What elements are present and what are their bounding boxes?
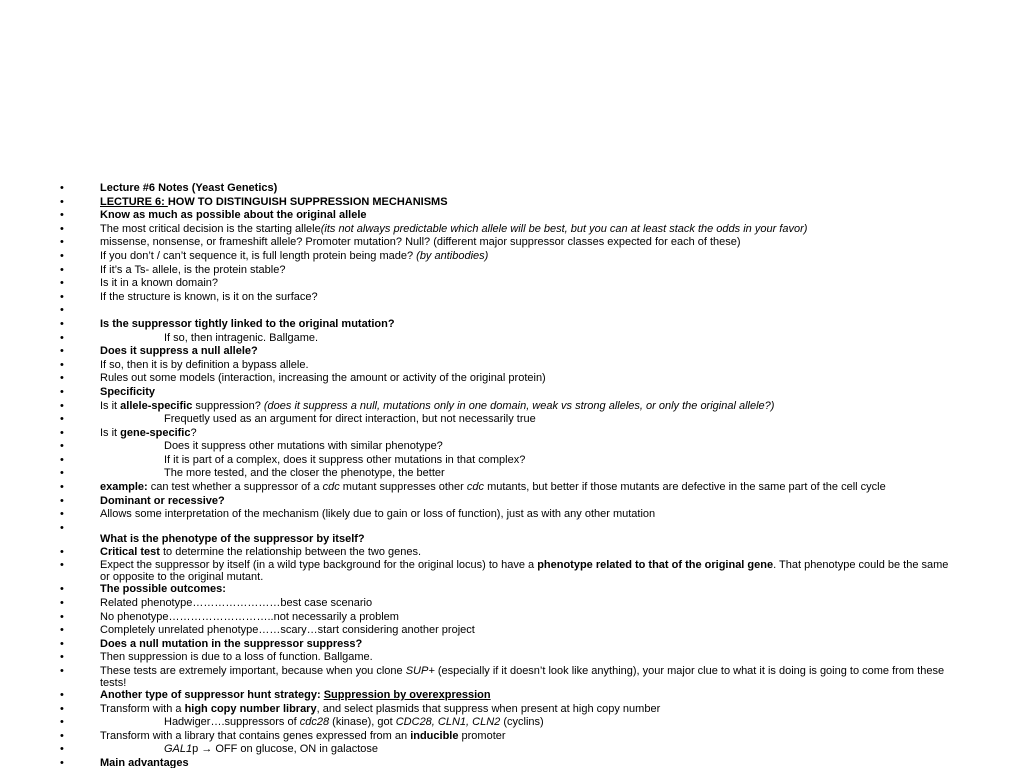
text-segment bbox=[100, 522, 103, 534]
bullet-marker: • bbox=[60, 263, 64, 276]
bullet-marker: • bbox=[60, 222, 64, 235]
bullet-text bbox=[100, 757, 958, 768]
bullet-marker: • bbox=[60, 689, 64, 701]
bullet-text bbox=[100, 689, 958, 703]
bullet-text bbox=[100, 522, 958, 546]
bullet-line bbox=[0, 277, 1024, 291]
text-segment: suppression? bbox=[192, 399, 264, 412]
text-segment: Does it suppress a null allele? bbox=[100, 345, 258, 358]
bullet-line bbox=[0, 611, 1024, 625]
text-segment: Rules out some models (interaction, increasing the amount or activity of the original protein) bbox=[100, 372, 546, 385]
text-segment: Transform with a bbox=[100, 702, 185, 715]
bullet-marker: • bbox=[60, 331, 64, 344]
bullet-line bbox=[0, 318, 1024, 332]
text-segment: Is it in a known domain? bbox=[100, 277, 219, 290]
bullet-marker: • bbox=[60, 545, 64, 558]
bullet-marker: • bbox=[60, 481, 64, 494]
bullet-text bbox=[100, 665, 958, 689]
text-segment: Frequetly used as an argument for direct interaction, but not necessarily true bbox=[164, 413, 536, 426]
text-segment: Dominant or recessive? bbox=[100, 494, 225, 507]
text-segment: Is it bbox=[100, 426, 121, 439]
text-segment: cdc28 bbox=[299, 716, 330, 729]
bullet-marker: • bbox=[60, 467, 64, 480]
text-segment: high copy number library bbox=[184, 702, 317, 715]
bullet-text bbox=[100, 359, 958, 373]
bullet-line bbox=[0, 559, 1024, 583]
bullet-marker: • bbox=[60, 494, 64, 507]
bullet-line bbox=[0, 359, 1024, 373]
bullet-line bbox=[0, 427, 1024, 441]
text-segment: If you don’t / can’t sequence it, is full length protein being made? bbox=[100, 249, 417, 262]
bullet-marker: • bbox=[60, 426, 64, 439]
bullet-line bbox=[0, 223, 1024, 237]
text-segment: . That phenotype could be the same or opposite to the original mutant. bbox=[100, 559, 949, 583]
bullet-text bbox=[100, 209, 958, 223]
bullet-marker: • bbox=[60, 610, 64, 623]
bullet-text bbox=[100, 427, 958, 441]
text-segment: , and select plasmids that suppress when present at high copy number bbox=[316, 702, 661, 715]
bullet-text bbox=[100, 583, 958, 597]
text-segment: Suppression by overexpression bbox=[323, 689, 491, 701]
bullet-line bbox=[0, 481, 1024, 495]
bullet-marker: • bbox=[60, 290, 64, 303]
text-segment: If it’s a Ts- allele, is the protein stable? bbox=[100, 263, 286, 276]
bullet-marker: • bbox=[60, 624, 64, 637]
text-segment: p → OFF on glucose, ON in galactose bbox=[192, 743, 379, 756]
text-segment: If the structure is known, is it on the surface? bbox=[100, 290, 318, 303]
text-segment: Is it bbox=[100, 399, 121, 412]
bullet-line bbox=[0, 304, 1024, 318]
bullet-line bbox=[0, 651, 1024, 665]
text-segment: Completely unrelated phenotype……scary…start considering another project bbox=[100, 624, 475, 637]
text-segment: What is the phenotype of the suppressor by itself? bbox=[100, 533, 365, 546]
bullet-line bbox=[0, 743, 1024, 757]
bullet-marker: • bbox=[60, 716, 64, 729]
bullet-line bbox=[0, 332, 1024, 346]
bullet-marker: • bbox=[60, 304, 64, 317]
bullet-text bbox=[100, 182, 958, 196]
text-segment: mutant suppresses other bbox=[339, 481, 467, 494]
bullet-text bbox=[164, 454, 958, 468]
bullet-text bbox=[100, 318, 958, 332]
bullet-marker: • bbox=[60, 209, 64, 222]
text-segment: Then suppression is due to a loss of function. Ballgame. bbox=[100, 651, 373, 664]
bullet-line bbox=[0, 703, 1024, 717]
text-segment: The most critical decision is the starting allele bbox=[100, 222, 321, 235]
bullet-line bbox=[0, 413, 1024, 427]
text-segment: missense, nonsense, or frameshift allele? Promoter mutation? Null? (different major suppressor classes expected for each of these) bbox=[100, 236, 741, 249]
bullet-text bbox=[100, 703, 958, 717]
bullet-text bbox=[100, 597, 958, 611]
bullet-marker: • bbox=[60, 743, 64, 756]
text-segment: cdc bbox=[322, 481, 340, 494]
bullet-marker: • bbox=[60, 559, 64, 572]
bullet-text bbox=[164, 467, 958, 481]
bullet-line bbox=[0, 454, 1024, 468]
text-segment: phenotype related to that of the original gene bbox=[537, 559, 774, 572]
bullet-line bbox=[0, 716, 1024, 730]
text-segment: ? bbox=[190, 426, 197, 439]
bullet-line bbox=[0, 583, 1024, 597]
bullet-marker: • bbox=[60, 665, 64, 677]
text-segment: SUP+ bbox=[405, 665, 435, 677]
bullet-text bbox=[100, 624, 958, 638]
text-segment: Allows some interpretation of the mechanism (likely due to gain or loss of function), just as with any other mutation bbox=[100, 508, 656, 521]
text-segment: (does it suppress a null, mutations only in one domain, weak vs strong alleles, or only the original allele?) bbox=[263, 399, 775, 412]
text-segment: (cyclins) bbox=[500, 716, 544, 729]
text-segment: Critical test bbox=[100, 545, 160, 558]
text-segment: The possible outcomes: bbox=[100, 583, 226, 596]
bullet-text bbox=[100, 223, 958, 237]
bullet-text bbox=[100, 386, 958, 400]
bullet-marker: • bbox=[60, 453, 64, 466]
bullet-line bbox=[0, 182, 1024, 196]
text-segment: Transform with a library that contains genes expressed from an bbox=[100, 729, 411, 742]
bullet-marker: • bbox=[60, 317, 64, 330]
bullet-text bbox=[100, 651, 958, 665]
text-segment: HOW TO DISTINGUISH SUPPRESSION MECHANISMS bbox=[167, 195, 448, 208]
bullet-text bbox=[164, 332, 958, 346]
bullet-text bbox=[100, 400, 958, 414]
bullet-text bbox=[100, 495, 958, 509]
bullet-line bbox=[0, 495, 1024, 509]
text-segment: example: bbox=[100, 481, 148, 494]
bullet-marker: • bbox=[60, 583, 64, 596]
bullet-line bbox=[0, 730, 1024, 744]
text-segment: (especially if it doesn’t look like anything), your major clue to what it is doing is going to come from these tests! bbox=[100, 665, 945, 689]
text-segment: inducible bbox=[410, 729, 459, 742]
bullet-line bbox=[0, 597, 1024, 611]
text-segment: cdc bbox=[466, 481, 485, 494]
text-segment: CDC28, CLN1, CLN2 bbox=[395, 716, 501, 729]
bullet-line bbox=[0, 372, 1024, 386]
lecture-notes-bullet-list bbox=[0, 182, 1024, 768]
bullet-marker: • bbox=[60, 249, 64, 262]
bullet-marker: • bbox=[60, 372, 64, 385]
bullet-line bbox=[0, 250, 1024, 264]
text-segment: allele-specific bbox=[120, 399, 193, 412]
text-segment: Specificity bbox=[100, 385, 156, 398]
text-segment: These tests are extremely important, because when you clone bbox=[100, 665, 406, 677]
bullet-marker: • bbox=[60, 651, 64, 664]
text-segment: (its not always predictable which allele will be best, but you can at least stack the odds in your favor) bbox=[320, 222, 808, 235]
bullet-line bbox=[0, 467, 1024, 481]
bullet-text bbox=[100, 236, 958, 250]
bullet-line bbox=[0, 264, 1024, 278]
text-segment: If so, then it is by definition a bypass allele. bbox=[100, 358, 309, 371]
text-segment: (kinase), got bbox=[329, 716, 396, 729]
bullet-line bbox=[0, 196, 1024, 210]
text-segment: Is the suppressor tightly linked to the original mutation? bbox=[100, 317, 395, 330]
text-segment: If it is part of a complex, does it suppress other mutations in that complex? bbox=[164, 453, 526, 466]
bullet-line bbox=[0, 522, 1024, 546]
bullet-text bbox=[100, 291, 958, 305]
text-segment: LECTURE 6: bbox=[100, 195, 168, 208]
bullet-line bbox=[0, 689, 1024, 703]
bullet-line bbox=[0, 209, 1024, 223]
bullet-marker: • bbox=[60, 358, 64, 371]
bullet-line bbox=[0, 400, 1024, 414]
bullet-line bbox=[0, 440, 1024, 454]
bullet-line bbox=[0, 386, 1024, 400]
text-segment: Expect the suppressor by itself (in a wild type background for the original locus) to have a bbox=[100, 559, 538, 572]
text-segment: Hadwiger….suppressors of bbox=[164, 716, 300, 729]
bullet-line bbox=[0, 665, 1024, 689]
bullet-text bbox=[100, 508, 958, 522]
text-segment: The more tested, and the closer the phenotype, the better bbox=[164, 467, 445, 480]
bullet-marker: • bbox=[60, 702, 64, 715]
bullet-text bbox=[100, 196, 958, 210]
text-segment: Main advantages bbox=[100, 756, 189, 768]
bullet-text bbox=[100, 345, 958, 359]
bullet-text bbox=[164, 413, 958, 427]
bullet-line bbox=[0, 624, 1024, 638]
bullet-line bbox=[0, 291, 1024, 305]
bullet-marker: • bbox=[60, 345, 64, 358]
bullet-text bbox=[100, 481, 958, 495]
text-segment: GAL1 bbox=[164, 743, 193, 756]
bullet-text bbox=[164, 716, 958, 730]
text-segment: Lecture #6 Notes (Yeast Genetics) bbox=[100, 182, 278, 194]
bullet-text bbox=[100, 372, 958, 386]
text-segment: (by antibodies) bbox=[416, 249, 489, 262]
bullet-marker: • bbox=[60, 195, 64, 208]
text-segment: to determine the relationship between the two genes. bbox=[159, 545, 422, 558]
text-segment: No phenotype………………………..not necessarily a problem bbox=[100, 610, 399, 623]
text-segment: mutants, but better if those mutants are defective in the same part of the cell cycle bbox=[484, 481, 886, 494]
bullet-marker: • bbox=[60, 385, 64, 398]
bullet-text bbox=[100, 638, 958, 652]
bullet-marker: • bbox=[60, 413, 64, 426]
bullet-marker: • bbox=[60, 521, 64, 534]
bullet-line bbox=[0, 638, 1024, 652]
bullet-line bbox=[0, 757, 1024, 768]
text-segment: Does it suppress other mutations with similar phenotype? bbox=[164, 440, 443, 453]
text-segment: promoter bbox=[458, 729, 506, 742]
bullet-marker: • bbox=[60, 637, 64, 650]
text-segment: Does a null mutation in the suppressor suppress? bbox=[100, 637, 363, 650]
bullet-text bbox=[100, 559, 958, 583]
bullet-marker: • bbox=[60, 277, 64, 290]
bullet-marker: • bbox=[60, 508, 64, 521]
text-segment: gene-specific bbox=[120, 426, 191, 439]
bullet-marker: • bbox=[60, 440, 64, 453]
bullet-line bbox=[0, 546, 1024, 560]
bullet-marker: • bbox=[60, 182, 64, 194]
bullet-text bbox=[164, 743, 958, 757]
bullet-text bbox=[100, 277, 958, 291]
text-segment: If so, then intragenic. Ballgame. bbox=[164, 331, 319, 344]
text-segment: Related phenotype……………………best case scenario bbox=[100, 597, 373, 610]
text-segment: Know as much as possible about the original allele bbox=[100, 209, 367, 222]
bullet-text bbox=[100, 250, 958, 264]
bullet-marker: • bbox=[60, 729, 64, 742]
bullet-text bbox=[100, 546, 958, 560]
bullet-line bbox=[0, 236, 1024, 250]
bullet-line bbox=[0, 508, 1024, 522]
bullet-text bbox=[100, 730, 958, 744]
text-segment: Another type of suppressor hunt strategy: bbox=[100, 689, 324, 701]
bullet-marker: • bbox=[60, 597, 64, 610]
bullet-marker: • bbox=[60, 236, 64, 249]
bullet-text bbox=[100, 264, 958, 278]
bullet-marker: • bbox=[60, 399, 64, 412]
text-segment: can test whether a suppressor of a bbox=[147, 481, 323, 494]
bullet-marker: • bbox=[60, 756, 64, 768]
bullet-text bbox=[164, 440, 958, 454]
bullet-text bbox=[100, 611, 958, 625]
bullet-line bbox=[0, 345, 1024, 359]
